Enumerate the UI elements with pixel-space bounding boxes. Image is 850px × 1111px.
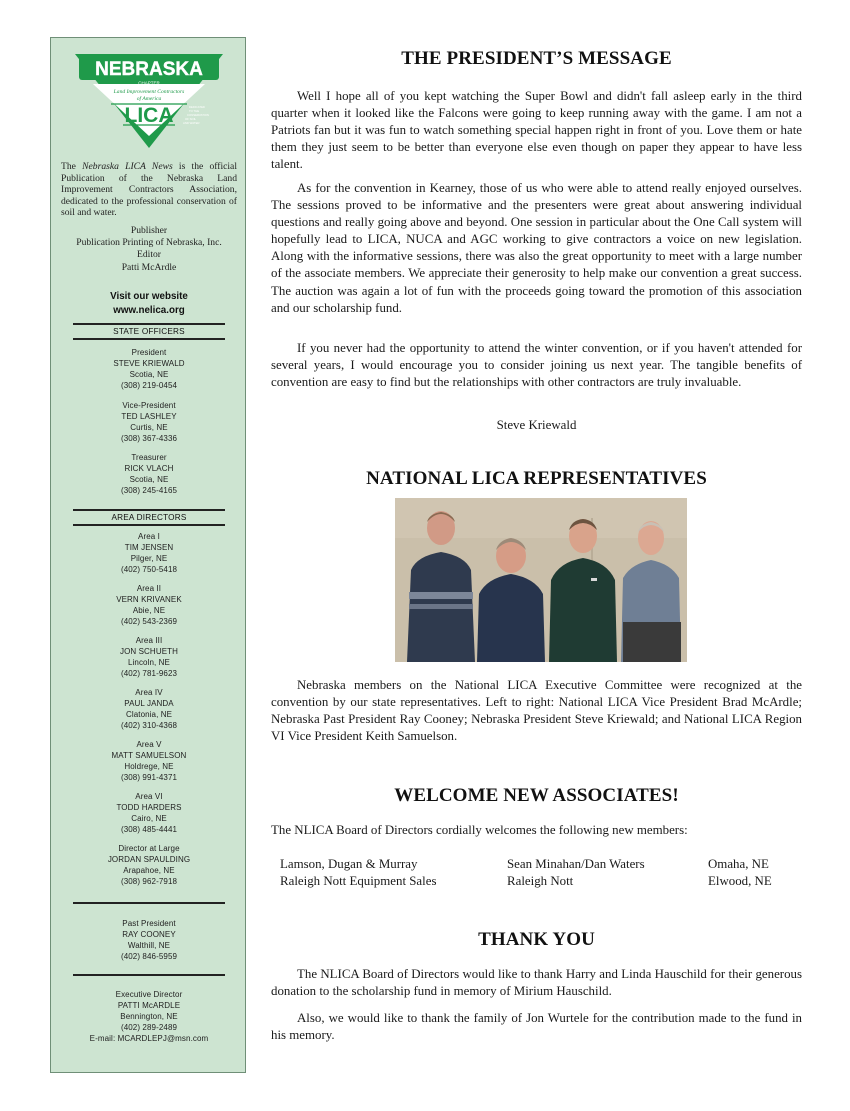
- director-phone: (402) 543-2369: [120, 617, 178, 626]
- associate-city: Elwood, NE: [708, 873, 772, 888]
- publisher-block: [57, 225, 241, 274]
- officer-role: Vice-President: [122, 401, 176, 410]
- associate-row: [280, 873, 800, 890]
- thank-you-paragraph-2: Also, we would like to thank the family of Jon Wurtele for the contribution made to the fund in his memory.: [271, 1011, 802, 1043]
- website-link[interactable]: www.nelica.org: [113, 304, 185, 316]
- logo-lica: LICA: [124, 104, 174, 127]
- website-block: [57, 290, 241, 317]
- associate-city: Omaha, NE: [708, 857, 769, 871]
- presidents-message-paragraph-2: As for the convention in Kearney, those of us who were able to attend really enjoyed ourselves. The sessions proved to be informative and the presenters were great about answering individual questions and really going above and beyond. One session in particular about the One Call system will hopefully lead to LICA, NUCA and AGC working to give contractors a voice on new legislation. Along with the informative sessions, there was also the great opportunity to meet with a large number of the associate members. We appreciate their generosity to help make our convention a great success. The auction was again a lot of fun with the proceeds going toward the promotion of this association and our scholarship fund.: [271, 181, 802, 315]
- director-role: Area III: [135, 636, 163, 645]
- thank-you-heading: THANK YOU: [478, 929, 595, 950]
- associate-company: Lamson, Dugan & Murray: [280, 857, 418, 871]
- director-area-4: [57, 687, 241, 731]
- associate-contact: Raleigh Nott: [507, 873, 574, 888]
- officer-phone: (308) 245-4165: [120, 486, 178, 495]
- intro-publication-name: Nebraska LICA News: [82, 161, 173, 172]
- director-name: JON SCHUETH: [120, 647, 178, 656]
- past-president-city: Walthill, NE: [127, 941, 171, 950]
- officer-city: Scotia, NE: [129, 370, 169, 379]
- exec-director-role: Executive Director: [115, 990, 183, 999]
- logo-side-5: AND WATER: [183, 121, 200, 125]
- officer-name: RICK VLACH: [124, 464, 174, 473]
- exec-director-phone: (402) 289-2489: [120, 1023, 178, 1032]
- director-phone: (308) 962-7918: [120, 877, 178, 886]
- associate-company: Raleigh Nott Equipment Sales: [280, 873, 437, 888]
- executive-director: [57, 989, 241, 1044]
- director-at-large: [57, 843, 241, 887]
- logo-subtitle-2: of America: [136, 96, 162, 102]
- exec-director-name: PATTI McARDLE: [117, 1001, 181, 1010]
- website-label: Visit our website: [110, 291, 188, 302]
- welcome-intro: The NLICA Board of Directors cordially welcomes the following new members:: [271, 823, 688, 837]
- director-area-6: [57, 791, 241, 835]
- area-directors-heading: AREA DIRECTORS: [73, 509, 225, 526]
- officer-treasurer: [57, 452, 241, 496]
- welcome-heading: WELCOME NEW ASSOCIATES!: [394, 785, 679, 806]
- editor-label: Editor: [137, 249, 161, 261]
- officer-role: President: [131, 348, 167, 357]
- presidents-message-paragraph-3: If you never had the opportunity to attend the winter convention, or if you haven't attended for several years, I would encourage you to consider joining us next year. The tangible benefits of convention are easy to find but the relationships with other contractors are truly invaluable.: [271, 341, 802, 390]
- past-president-role: Past President: [122, 919, 176, 928]
- national-reps-caption: Nebraska members on the National LICA Executive Committee were recognized at the convention by our state representatives. Left to right: National LICA Vice President Brad McArdle; Nebraska Past President Ray Cooney; Nebraska President Steve Kriewald; and National LICA Region VI Vice President Keith Samuelson.: [271, 678, 802, 744]
- intro-post: is the official Publication of the Nebraska Land Improvement Contractors Association, dedicated to the professional conservation of soil and water.: [61, 161, 237, 219]
- director-phone: (402) 781-9623: [120, 669, 178, 678]
- officer-name: TED LASHLEY: [121, 412, 177, 421]
- exec-director-email[interactable]: E-mail: MCARDLEPJ@msn.com: [89, 1034, 209, 1043]
- director-role: Area II: [136, 584, 162, 593]
- associate-row: [280, 856, 800, 873]
- editor-name: Patti McArdle: [121, 261, 177, 273]
- logo-side-4: OF SOIL: [185, 117, 197, 121]
- presidents-signature: Steve Kriewald: [496, 418, 577, 432]
- divider-executive-director: [73, 974, 225, 976]
- sidebar-panel: [50, 37, 246, 1073]
- past-president: [57, 918, 241, 962]
- publisher-name: Publication Printing of Nebraska, Inc.: [76, 237, 222, 249]
- past-president-phone: (402) 846-5959: [120, 952, 178, 961]
- director-city: Abie, NE: [132, 606, 166, 615]
- new-associates-table: [280, 856, 800, 889]
- director-city: Cairo, NE: [131, 814, 167, 823]
- logo-subtitle-1: Land Improvement Contractors: [113, 89, 185, 95]
- exec-director-city: Bennington, NE: [120, 1012, 178, 1021]
- publisher-label: Publisher: [130, 225, 168, 236]
- logo-side-1: DEDICATED: [189, 105, 205, 109]
- director-name: MATT SAMUELSON: [111, 751, 187, 760]
- director-name: JORDAN SPAULDING: [107, 855, 191, 864]
- nebraska-lica-logo: [71, 46, 227, 151]
- director-area-1: [57, 531, 241, 575]
- presidents-message-paragraph-1: Well I hope all of you kept watching the Super Bowl and didn't fall asleep early in the third quarter when it looked like the Falcons were going to keep running away with the game. I am not a Patriots fan but it was fun to watch something special happen right in front of you. Love them or hate them they just seem to be better than everyone else even though on paper they appear to have less talent.: [271, 89, 802, 172]
- logo-chapter: CHAPTER: [138, 80, 160, 86]
- officer-president: [57, 347, 241, 391]
- divider-past-president: [73, 902, 225, 904]
- logo-top-word: NEBRASKA: [95, 59, 203, 80]
- director-city: Clatonia, NE: [125, 710, 173, 719]
- officer-phone: (308) 219-0454: [120, 381, 178, 390]
- director-city: Pilger, NE: [130, 554, 168, 563]
- state-officers-heading: STATE OFFICERS: [73, 323, 225, 340]
- director-role: Director at Large: [118, 844, 180, 853]
- director-phone: (308) 485-4441: [120, 825, 178, 834]
- director-name: TODD HARDERS: [116, 803, 182, 812]
- director-city: Arapahoe, NE: [123, 866, 175, 875]
- director-role: Area VI: [135, 792, 163, 801]
- past-president-name: RAY COONEY: [122, 930, 176, 939]
- logo-side-2: TO THE: [189, 109, 200, 113]
- publication-intro: [61, 161, 237, 219]
- officer-name: STEVE KRIEWALD: [113, 359, 185, 368]
- group-photo-illustration: [395, 498, 687, 662]
- officer-role: Treasurer: [131, 453, 167, 462]
- thank-you-paragraph-1: The NLICA Board of Directors would like to thank Harry and Linda Hauschild for their generous donation to the scholarship fund in memory of Mirium Hauschild.: [271, 967, 802, 999]
- national-reps-photo: [395, 498, 687, 662]
- director-name: TIM JENSEN: [124, 543, 174, 552]
- officer-vice-president: [57, 400, 241, 444]
- director-area-2: [57, 583, 241, 627]
- presidents-message-heading: THE PRESIDENT’S MESSAGE: [401, 48, 672, 69]
- director-city: Lincoln, NE: [127, 658, 170, 667]
- officer-city: Curtis, NE: [130, 423, 168, 432]
- director-role: Area I: [138, 532, 160, 541]
- director-city: Holdrege, NE: [124, 762, 174, 771]
- director-role: Area V: [136, 740, 162, 749]
- director-area-3: [57, 635, 241, 679]
- director-area-5: [57, 739, 241, 783]
- director-phone: (308) 991-4371: [120, 773, 178, 782]
- national-reps-heading: NATIONAL LICA REPRESENTATIVES: [366, 468, 707, 489]
- director-phone: (402) 750-5418: [120, 565, 178, 574]
- intro-pre: The: [61, 161, 83, 172]
- associate-contact: Sean Minahan/Dan Waters: [507, 857, 645, 871]
- director-name: PAUL JANDA: [124, 699, 174, 708]
- director-role: Area IV: [135, 688, 163, 697]
- officer-city: Scotia, NE: [129, 475, 169, 484]
- director-phone: (402) 310-4368: [120, 721, 178, 730]
- logo-side-3: CONSERVATION: [187, 113, 209, 117]
- officer-phone: (308) 367-4336: [120, 434, 178, 443]
- director-name: VERN KRIVANEK: [116, 595, 182, 604]
